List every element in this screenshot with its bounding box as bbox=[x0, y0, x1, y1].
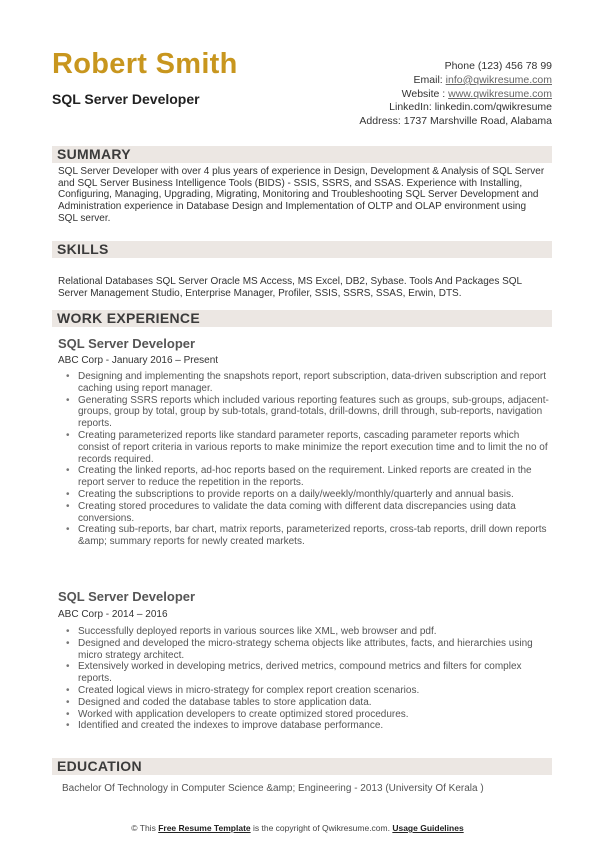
job-bullet-list bbox=[66, 626, 550, 732]
job-meta: ABC Corp - January 2016 – Present bbox=[58, 355, 219, 366]
candidate-role: SQL Server Developer bbox=[52, 91, 200, 107]
education-heading: EDUCATION bbox=[57, 758, 142, 774]
job-meta: ABC Corp - 2014 – 2016 bbox=[58, 609, 168, 620]
contact-website-link[interactable]: www.qwikresume.com bbox=[448, 87, 552, 100]
summary-heading-bar bbox=[52, 146, 552, 163]
skills-text: Relational Databases SQL Server Oracle MS Access, MS Excel, DB2, Sybase. Tools And Packages SQL Server Management Studio, Enterprise Manager, Profiler, SSIS, SSRS, SSAS, Erwin, DTS. bbox=[58, 276, 522, 299]
contact-website-row bbox=[359, 88, 552, 102]
footer bbox=[0, 823, 595, 834]
work-heading: WORK EXPERIENCE bbox=[57, 310, 200, 326]
contact-email-link[interactable]: info@qwikresume.com bbox=[445, 73, 552, 86]
job-bullet: • Designing and implementing the snapshots report, report subscription, data-driven subscription and report caching using report manager. bbox=[66, 371, 550, 395]
job-bullet: • Generating SSRS reports which included various reporting features such as groups, sub-groups, adjacent-groups, group by total, group by sub-totals, grand-totals, drill-downs, drill through, sub-reports, navigation reports. bbox=[66, 395, 550, 430]
job-bullet: • Successfully deployed reports in various sources like XML, web browser and pdf. bbox=[66, 626, 550, 638]
skills-heading: SKILLS bbox=[57, 241, 109, 257]
contact-email-label: Email: bbox=[413, 73, 446, 86]
work-heading-bar bbox=[52, 310, 552, 327]
job-bullet-list bbox=[66, 371, 550, 548]
job-bullet: • Creating sub-reports, bar chart, matrix reports, parameterized reports, cross-tab reports, drill down reports &amp; summary reports for newly created markets. bbox=[66, 524, 550, 548]
education-text: Bachelor Of Technology in Computer Science &amp; Engineering - 2013 (University Of Kerala ) bbox=[62, 783, 484, 794]
free-resume-template-link[interactable]: Free Resume Template bbox=[158, 823, 251, 833]
candidate-name: Robert Smith bbox=[52, 48, 238, 80]
footer-copyright: © This bbox=[131, 823, 159, 833]
summary-text: SQL Server Developer with over 4 plus years of experience in Design, Development & Analysis of SQL Server and SQL Server Business Intelligence Tools (BIDS) - SSIS, SSRS, and SSAS. Experience with Installing, Configuring, Managing, Upgrading, Migrating, Monitoring and Troubleshooting SQL Server Development and Administration experience in Database Design and Implementation of OLTP and OLAP environment using SQL server. bbox=[58, 166, 545, 224]
job-bullet: • Extensively worked in developing metrics, derived metrics, compound metrics and filters for complex reports. bbox=[66, 661, 550, 685]
job-bullet: • Creating the linked reports, ad-hoc reports based on the requirement. Linked reports are created in the report server to reduce the repetition in the reports. bbox=[66, 465, 550, 489]
job-bullet: • Designed and coded the database tables to store application data. bbox=[66, 697, 550, 709]
contact-email-row bbox=[359, 74, 552, 88]
job-bullet: • Creating the subscriptions to provide reports on a daily/weekly/monthly/quarterly and annual basis. bbox=[66, 489, 550, 501]
education-heading-bar bbox=[52, 758, 552, 775]
contact-phone: Phone (123) 456 78 99 bbox=[444, 60, 552, 72]
job-title: SQL Server Developer bbox=[58, 336, 196, 351]
job-bullet: • Creating parameterized reports like standard parameter reports, cascading parameter reports which consist of report criteria in various reports to make minimize the report execution time and to limit the no of records required. bbox=[66, 430, 550, 465]
contact-linkedin: LinkedIn: linkedin.com/qwikresume bbox=[389, 101, 552, 114]
job-bullet: • Creating stored procedures to validate the data coming with different data discrepancies using data conversions. bbox=[66, 501, 550, 525]
footer-middle-text: is the copyright of Qwikresume.com. bbox=[250, 823, 393, 833]
contact-block bbox=[359, 60, 552, 129]
usage-guidelines-link[interactable]: Usage Guidelines bbox=[392, 823, 464, 833]
job-bullet: • Identified and created the indexes to improve database performance. bbox=[66, 720, 550, 732]
summary-heading: SUMMARY bbox=[57, 146, 131, 162]
resume-header bbox=[52, 46, 552, 130]
job-bullet: • Designed and developed the micro-strategy schema objects like attributes, facts, and hierarchies using micro strategy architect. bbox=[66, 638, 550, 662]
job-bullet: • Created logical views in micro-strategy for complex report creation scenarios. bbox=[66, 685, 550, 697]
skills-heading-bar bbox=[52, 241, 552, 258]
contact-address: Address: 1737 Marshville Road, Alabama bbox=[359, 115, 552, 128]
job-title: SQL Server Developer bbox=[58, 589, 196, 604]
contact-website-label: Website : bbox=[401, 87, 449, 100]
job-bullet: • Worked with application developers to create optimized stored procedures. bbox=[66, 709, 550, 721]
